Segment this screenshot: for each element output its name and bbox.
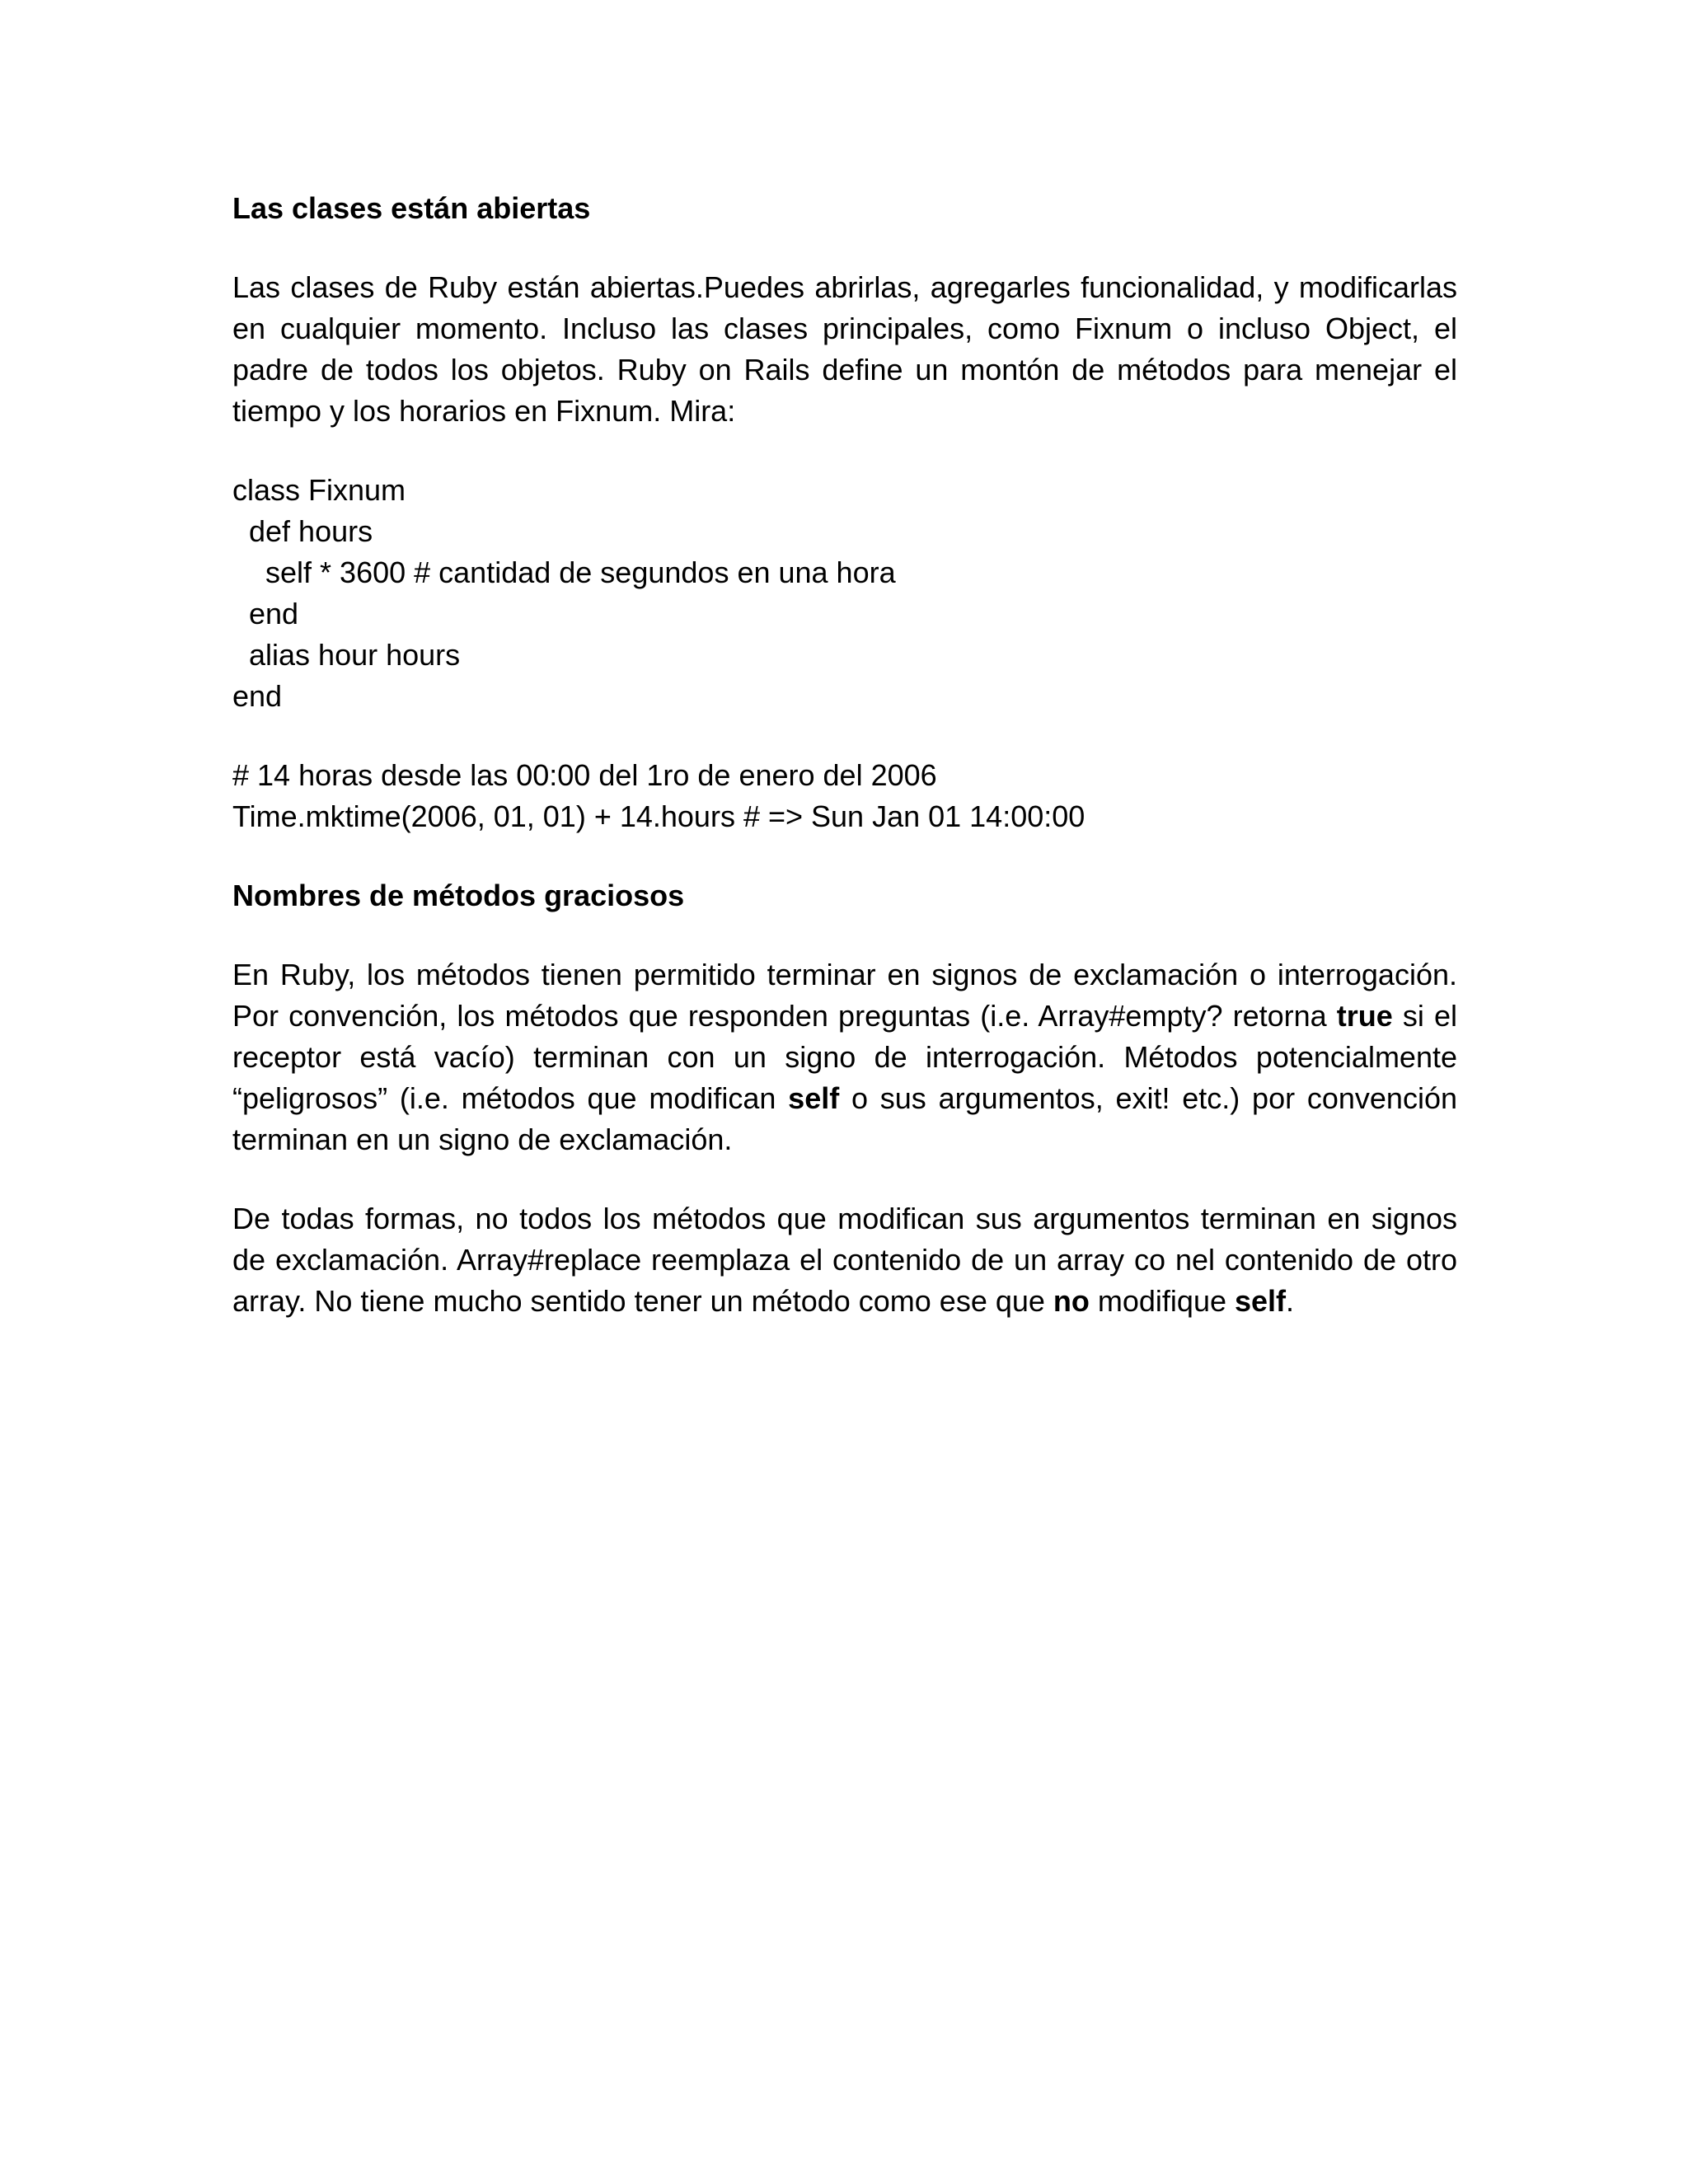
heading-las-clases-estan-abiertas: Las clases están abiertas — [232, 191, 591, 225]
code-line: class Fixnum — [232, 473, 406, 507]
code-line: end — [232, 597, 299, 630]
code-line: def hours — [232, 514, 373, 548]
paragraph-array-replace — [232, 1198, 1457, 1322]
bold-text-run: self — [788, 1081, 840, 1115]
text-run: En Ruby, los métodos tienen permitido terminar en signos de exclamación o interrogación. Por convención, los métodos que responden preguntas (i.e. Array#empty? retorna — [232, 958, 1457, 1033]
code-line: self * 3600 # cantidad de segundos en una hora — [232, 555, 896, 589]
bold-text-run: true — [1336, 999, 1393, 1033]
paragraph-ruby-open-classes — [232, 267, 1457, 432]
text-run: De todas formas, no todos los métodos que modifican sus argumentos terminan en signos de exclamación. Array#replace reemplaza el contenido de un array co nel contenido de otro array. No tiene mucho sentido tener un método como ese que — [232, 1202, 1457, 1318]
text-run: modifique — [1089, 1284, 1235, 1318]
code-line: end — [232, 679, 283, 713]
bold-text-run: self — [1235, 1284, 1287, 1318]
code-block-time-mktime-example — [232, 755, 1457, 837]
code-block-class-fixnum — [232, 470, 1457, 717]
bold-text-run: no — [1053, 1284, 1090, 1318]
code-line: alias hour hours — [232, 638, 461, 672]
paragraph-method-name-conventions — [232, 954, 1457, 1160]
document-content — [232, 188, 1457, 1322]
text-run: . — [1286, 1284, 1295, 1318]
code-line: Time.mktime(2006, 01, 01) + 14.hours # => Sun Jan 01 14:00:00 — [232, 799, 1085, 833]
heading-nombres-de-metodos-graciosos: Nombres de métodos graciosos — [232, 879, 685, 912]
text-run: Las clases de Ruby están abiertas.Puedes abrirlas, agregarles funcionalidad, y modificarlas en cualquier momento. Incluso las clases principales, como Fixnum o incluso Object, el padre de todos los objetos. Ruby on Rails define un montón de métodos para menejar el tiempo y los horarios en Fixnum. Mira: — [232, 270, 1457, 428]
code-line: # 14 horas desde las 00:00 del 1ro de enero del 2006 — [232, 758, 937, 792]
text-run: o sus argumentos, exit! etc.) por convención terminan en un signo de exclamación. — [232, 1081, 1457, 1156]
text-run: si el receptor está vacío) terminan con un signo de interrogación. Métodos potencialmente “peligrosos” (i.e. métodos que modifican — [232, 999, 1458, 1115]
